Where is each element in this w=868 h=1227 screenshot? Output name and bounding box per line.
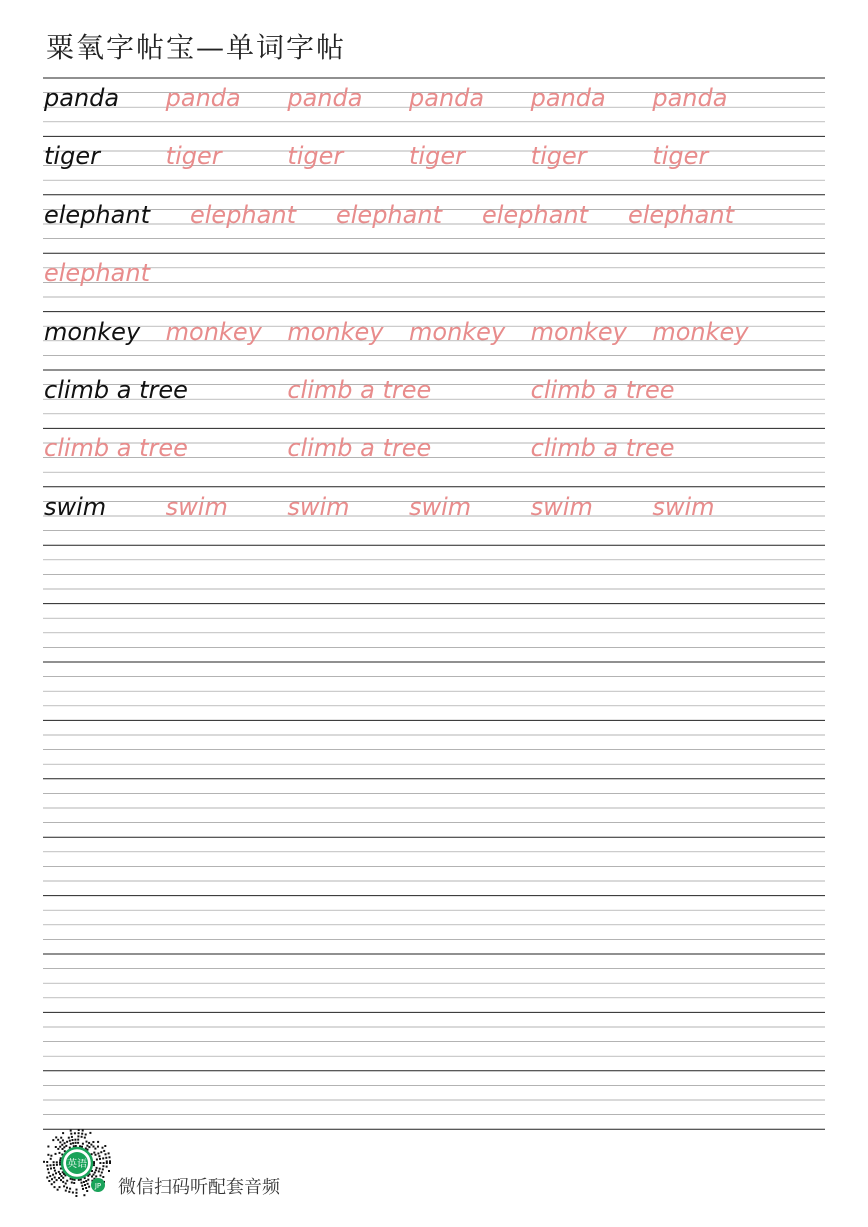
- qr-dot: [95, 1169, 97, 1171]
- qr-dot: [64, 1142, 66, 1144]
- qr-dot: [71, 1182, 73, 1184]
- qr-dot: [68, 1191, 70, 1193]
- qr-dot: [49, 1175, 51, 1177]
- qr-dot: [70, 1133, 72, 1135]
- qr-dot: [82, 1143, 84, 1145]
- qr-dot: [82, 1188, 84, 1190]
- qr-dot: [91, 1176, 93, 1178]
- qr-dot: [93, 1146, 95, 1148]
- qr-dot: [81, 1182, 83, 1184]
- trace-word: panda: [530, 84, 606, 113]
- qr-dot: [97, 1146, 99, 1148]
- trace-word: elephant: [628, 200, 734, 229]
- qr-dot: [75, 1142, 77, 1144]
- qr-dot: [61, 1144, 63, 1146]
- qr-dot: [50, 1158, 52, 1160]
- qr-dot: [69, 1140, 71, 1142]
- trace-word: elephant: [482, 200, 588, 229]
- qr-dot: [62, 1177, 64, 1179]
- trace-word: swim: [652, 492, 715, 521]
- qr-dot: [65, 1145, 67, 1147]
- qr-dot: [102, 1147, 104, 1149]
- qr-dot: [94, 1148, 96, 1150]
- qr-dot: [96, 1159, 98, 1161]
- trace-word: swim: [165, 492, 228, 521]
- qr-dot: [57, 1189, 59, 1191]
- qr-dot: [56, 1164, 58, 1166]
- trace-word: tiger: [652, 142, 709, 171]
- qr-dot: [55, 1153, 57, 1155]
- qr-dot: [105, 1153, 107, 1155]
- qr-dot: [99, 1168, 101, 1170]
- qr-dot: [93, 1161, 95, 1163]
- qr-dot: [81, 1133, 83, 1135]
- trace-word: monkey: [165, 317, 262, 346]
- trace-word: swim: [287, 492, 350, 521]
- qr-dot: [57, 1139, 59, 1141]
- qr-dot: [72, 1139, 74, 1141]
- trace-word: climb a tree: [530, 376, 675, 405]
- qr-dot: [95, 1175, 97, 1177]
- qr-dot: [54, 1170, 56, 1172]
- qr-dot: [77, 1135, 79, 1137]
- qr-dot: [98, 1170, 100, 1172]
- qr-dot: [97, 1141, 99, 1143]
- qr-dot: [55, 1172, 57, 1174]
- qr-dot: [60, 1179, 62, 1181]
- model-word: swim: [44, 492, 107, 521]
- qr-dot: [54, 1186, 56, 1188]
- qr-dot: [101, 1172, 103, 1174]
- trace-word: monkey: [530, 317, 627, 346]
- trace-word: monkey: [409, 317, 506, 346]
- model-word: elephant: [44, 200, 150, 229]
- qr-dot: [65, 1183, 67, 1185]
- qr-dot: [56, 1161, 58, 1163]
- qr-dot: [62, 1148, 64, 1150]
- trace-word: tiger: [287, 142, 344, 171]
- qr-dot: [46, 1177, 48, 1179]
- qr-dot: [82, 1130, 84, 1132]
- qr-dot: [76, 1192, 78, 1194]
- qr-dot: [47, 1146, 49, 1148]
- model-word: tiger: [44, 142, 100, 171]
- qr-dot: [88, 1146, 90, 1148]
- qr-dot: [65, 1190, 67, 1192]
- qr-dot: [109, 1160, 111, 1162]
- qr-dot: [78, 1132, 80, 1134]
- qr-dot: [106, 1160, 108, 1162]
- trace-word: panda: [287, 84, 363, 113]
- qr-dot: [98, 1155, 100, 1157]
- page-title: 粟氧字帖宝—单词字帖: [46, 31, 347, 64]
- qr-dot: [53, 1164, 55, 1166]
- qr-dot: [50, 1168, 52, 1170]
- qr-dot: [74, 1132, 76, 1134]
- qr-dot: [92, 1141, 94, 1143]
- qr-dot: [61, 1175, 63, 1177]
- trace-word: tiger: [409, 142, 465, 171]
- qr-dot: [109, 1156, 111, 1158]
- qr-dot: [59, 1161, 61, 1163]
- qr-dot: [57, 1148, 59, 1150]
- trace-word: climb a tree: [287, 376, 432, 405]
- qr-dot: [59, 1141, 61, 1143]
- qr-dot: [63, 1185, 65, 1187]
- qr-dot: [70, 1130, 72, 1132]
- qr-dot: [59, 1173, 61, 1175]
- qr-dot: [96, 1167, 98, 1169]
- qr-dot: [108, 1152, 110, 1154]
- qr-dot: [46, 1165, 48, 1167]
- model-word: monkey: [44, 317, 141, 346]
- qr-dot: [72, 1192, 74, 1194]
- qr-code-icon[interactable]: [40, 1126, 114, 1200]
- qr-dot: [93, 1152, 95, 1154]
- qr-dot: [50, 1155, 52, 1157]
- qr-dot: [86, 1145, 88, 1147]
- trace-word: swim: [409, 492, 472, 521]
- trace-word: panda: [409, 84, 485, 113]
- trace-word: swim: [530, 492, 593, 521]
- trace-word: tiger: [530, 142, 587, 171]
- qr-dot: [51, 1183, 53, 1185]
- qr-dot: [58, 1177, 60, 1179]
- qr-dot: [76, 1189, 78, 1191]
- trace-word: climb a tree: [530, 434, 675, 463]
- qr-dot: [59, 1186, 61, 1188]
- qr-dot: [99, 1162, 101, 1164]
- qr-dot: [63, 1146, 65, 1148]
- qr-dot: [55, 1146, 57, 1148]
- qr-dot: [58, 1171, 60, 1173]
- qr-dot: [66, 1141, 68, 1143]
- qr-dot: [60, 1137, 62, 1139]
- qr-dot: [89, 1132, 91, 1134]
- qr-dot: [59, 1146, 61, 1148]
- model-word: climb a tree: [44, 376, 188, 405]
- qr-dot: [70, 1143, 72, 1145]
- qr-dot: [62, 1132, 64, 1134]
- qr-dot: [53, 1161, 55, 1163]
- qr-dot: [84, 1137, 86, 1139]
- qr-dot: [81, 1136, 83, 1138]
- qr-dot: [53, 1181, 55, 1183]
- qr-dot: [56, 1179, 58, 1181]
- qr-dot: [47, 1168, 49, 1170]
- qr-dot: [62, 1181, 64, 1183]
- qr-dot: [50, 1164, 52, 1166]
- qr-dot: [52, 1139, 54, 1141]
- qr-dot: [103, 1162, 105, 1164]
- trace-word: elephant: [44, 259, 150, 288]
- qr-dot: [75, 1145, 77, 1147]
- qr-dot: [86, 1190, 88, 1192]
- qr-dot: [68, 1137, 70, 1139]
- trace-word: elephant: [336, 200, 442, 229]
- qr-dot: [83, 1181, 85, 1183]
- qr-dot: [103, 1150, 105, 1152]
- trace-word: climb a tree: [287, 434, 432, 463]
- qr-dot: [86, 1141, 88, 1143]
- qr-dot: [100, 1151, 102, 1153]
- qr-dot: [77, 1139, 79, 1141]
- qr-dot: [102, 1176, 104, 1178]
- qr-dot: [99, 1158, 101, 1160]
- trace-word: elephant: [190, 200, 296, 229]
- qr-dot: [48, 1172, 50, 1174]
- qr-dot: [102, 1168, 104, 1170]
- qr-dot: [69, 1188, 71, 1190]
- qr-dot: [59, 1152, 61, 1154]
- qr-dot: [84, 1184, 86, 1186]
- qr-dot: [48, 1180, 50, 1182]
- qr-dot: [66, 1187, 68, 1189]
- qr-dot: [66, 1180, 68, 1182]
- qr-dot: [95, 1154, 97, 1156]
- qr-dot: [102, 1157, 104, 1159]
- qr-dot: [90, 1144, 92, 1146]
- qr-dot: [83, 1194, 85, 1196]
- qr-dot: [78, 1129, 80, 1131]
- qr-dot: [52, 1174, 54, 1176]
- model-word: panda: [44, 84, 120, 113]
- qr-center-label: 英语: [67, 1159, 87, 1170]
- qr-dot: [102, 1165, 104, 1167]
- qr-dot: [51, 1178, 53, 1180]
- qr-dot: [104, 1145, 106, 1147]
- qr-dot: [46, 1161, 48, 1163]
- qr-dot: [87, 1179, 89, 1181]
- scan-hint-text: 微信扫码听配套音频: [118, 1177, 280, 1198]
- qr-dot: [85, 1134, 87, 1136]
- qr-dot: [47, 1154, 49, 1156]
- qr-dot: [74, 1139, 76, 1141]
- qr-dot: [88, 1186, 90, 1188]
- qr-dot: [87, 1183, 89, 1185]
- qr-dot: [62, 1139, 64, 1141]
- trace-word: panda: [165, 84, 241, 113]
- qr-dot: [72, 1142, 74, 1144]
- qr-dot: [43, 1161, 45, 1163]
- qr-dot: [71, 1136, 73, 1138]
- trace-word: climb a tree: [44, 434, 188, 463]
- qr-dot: [106, 1166, 108, 1168]
- qr-dot: [88, 1142, 90, 1144]
- qr-dot: [53, 1167, 55, 1169]
- qr-dot: [54, 1177, 56, 1179]
- trace-word: tiger: [165, 142, 222, 171]
- qr-dot: [93, 1174, 95, 1176]
- qr-dot: [108, 1170, 110, 1172]
- qr-dot: [77, 1142, 79, 1144]
- trace-word: monkey: [287, 317, 384, 346]
- qr-badge: JP: [94, 1182, 102, 1190]
- qr-dot: [100, 1175, 102, 1177]
- qr-dot: [75, 1195, 77, 1197]
- qr-dot: [94, 1172, 96, 1174]
- footer: [40, 1126, 360, 1202]
- trace-word: panda: [652, 84, 728, 113]
- qr-dot: [85, 1187, 87, 1189]
- qr-dot: [55, 1136, 57, 1138]
- trace-word: monkey: [652, 317, 749, 346]
- qr-dot: [109, 1162, 111, 1164]
- qr-dot: [97, 1153, 99, 1155]
- qr-dot: [73, 1182, 75, 1184]
- qr-dot: [105, 1157, 107, 1159]
- qr-dot: [85, 1180, 87, 1182]
- qr-dot: [93, 1164, 95, 1166]
- qr-dot: [81, 1185, 83, 1187]
